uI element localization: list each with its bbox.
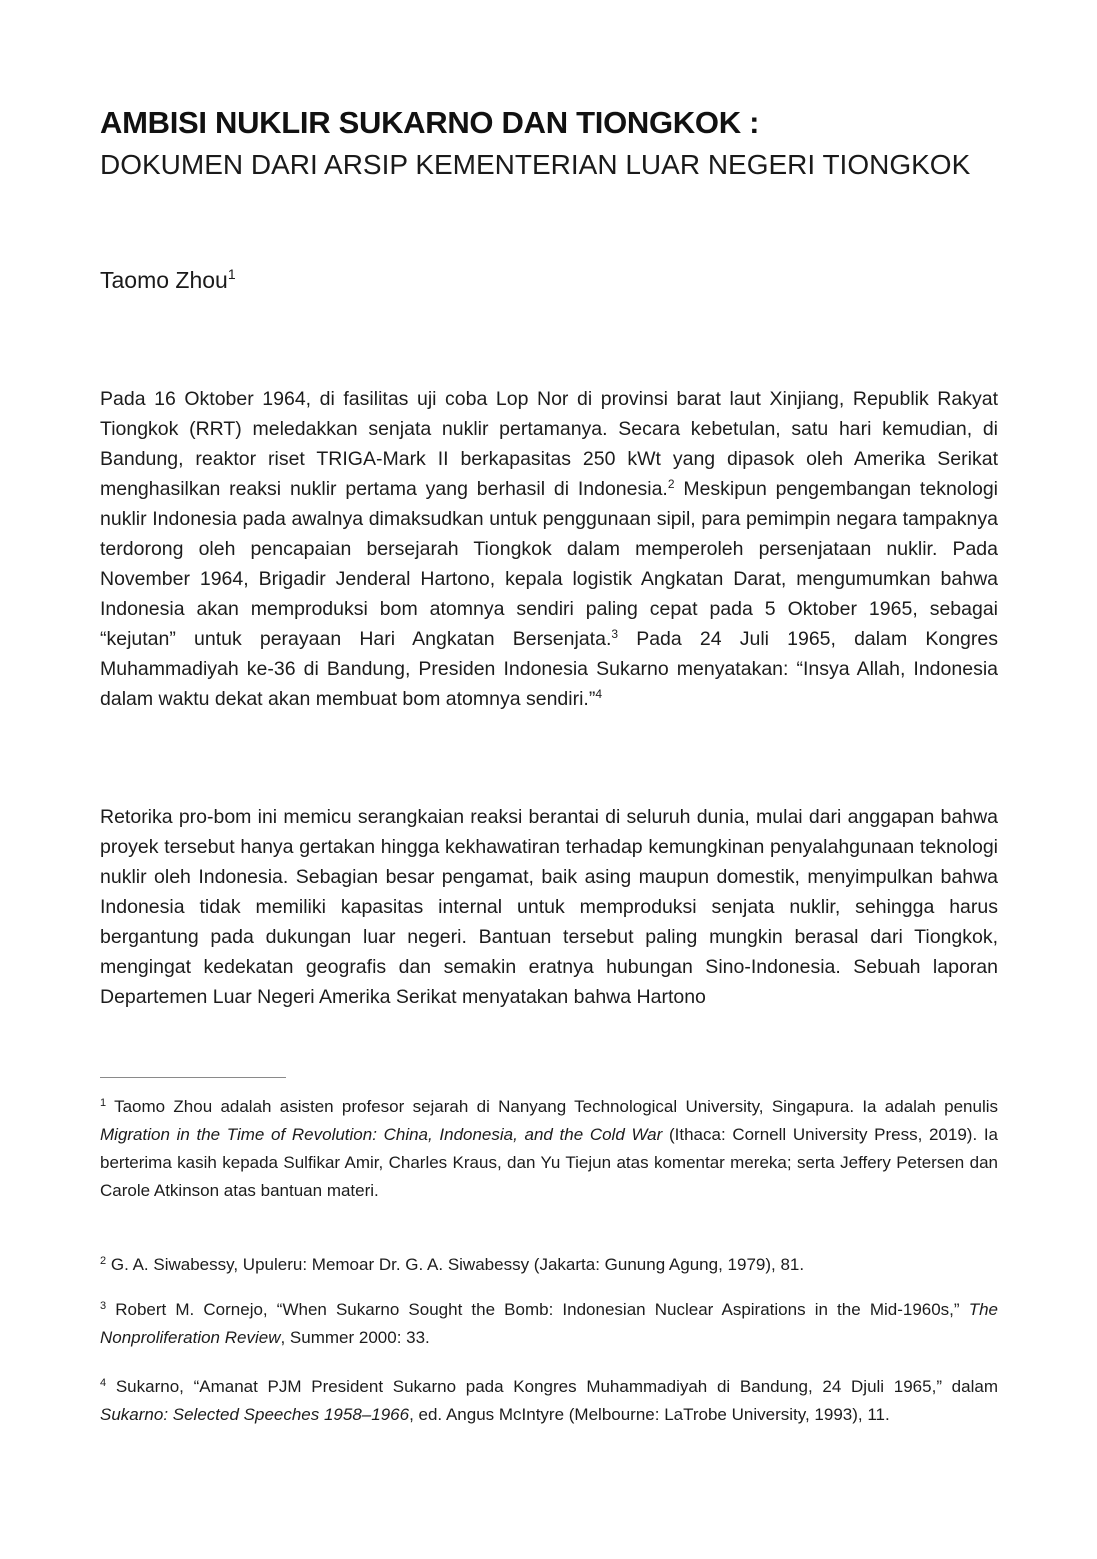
paragraph-1-text-b: Meskipun pengembangan teknologi nuklir Indonesia pada awalnya dimaksudkan untuk penggunaan sipil, para pemimpin negara tampaknya terdorong oleh pencapaian bersejarah Tiongkok dalam memperoleh persenjataan nuklir. Pada November 1964, Brigadir Jenderal Hartono, kepala logistik Angkatan Darat, mengumumkan bahwa Indonesia akan memproduksi bom atomnya sendiri paling cepat pada 5 Oktober 1965, sebagai “kejutan” untuk perayaan Hari Angkatan Bersenjata. [100,478,998,650]
body-paragraph-2 [100,802,998,1012]
body-paragraph-1 [100,384,998,714]
footnote-3-journal-title: The Nonproliferation Review [100,1300,998,1347]
author-name: Taomo Zhou [100,267,228,293]
footnote-2 [100,1251,998,1279]
footnote-1-book-title: Migration in the Time of Revolution: China, Indonesia, and the Cold War [100,1125,663,1144]
footnote-1-text-b: (Ithaca: Cornell University Press, 2019). Ia berterima kasih kepada Sulfikar Amir, Charles Kraus, dan Yu Tiejun atas komentar mereka; serta Jeffery Petersen dan Carole Atkinson atas bantuan materi. [100,1125,999,1200]
footnote-4-text-a: Sukarno, “Amanat PJM President Sukarno pada Kongres Muhammadiyah di Bandung, 24 Djuli 1965,” dalam [106,1377,998,1396]
footnote-4 [100,1373,998,1429]
footnote-1-text-a: Taomo Zhou adalah asisten profesor sejarah di Nanyang Technological University, Singapura. Ia adalah penulis [106,1097,998,1116]
paragraph-1-text-a: Pada 16 Oktober 1964, di fasilitas uji coba Lop Nor di provinsi barat laut Xinjiang, Republik Rakyat Tiongkok (RRT) meledakkan senjata nuklir pertamanya. Secara kebetulan, satu hari kemudian, di Bandung, reaktor riset TRIGA-Mark II berkapasitas 250 kWt yang dipasok oleh Amerika Serikat menghasilkan reaksi nuklir pertama yang berhasil di Indonesia. [100,388,998,500]
footnote-3-number: 3 [100,1300,107,1312]
footnote-4-number: 4 [100,1377,107,1389]
author-line [100,264,236,296]
paragraph-2-text: Retorika pro-bom ini memicu serangkaian reaksi berantai di seluruh dunia, mulai dari anggapan bahwa proyek tersebut hanya gertakan hingga kekhawatiran terhadap kemungkinan penyalahgunaan teknologi nuklir oleh Indonesia. Sebagian besar pengamat, baik asing maupun domestik, menyimpulkan bahwa Indonesia tidak memiliki kapasitas internal untuk memproduksi senjata nuklir, sehingga harus bergantung pada dukungan luar negeri. Bantuan tersebut paling mungkin berasal dari Tiongkok, mengingat kedekatan geografis dan semakin eratnya hubungan Sino-Indonesia. Sebuah laporan Departemen Luar Negeri Amerika Serikat menyatakan bahwa Hartono [100,806,998,1008]
footnote-3 [100,1296,998,1352]
footnote-1 [100,1093,998,1205]
footnote-2-number: 2 [100,1255,107,1267]
footnote-3-text-b: , Summer 2000: 33. [280,1328,430,1347]
footnote-2-text: G. A. Siwabessy, Upuleru: Memoar Dr. G. A. Siwabessy (Jakarta: Gunung Agung, 1979), 81. [106,1255,805,1274]
article-subtitle: DOKUMEN DARI ARSIP KEMENTERIAN LUAR NEGERI TIONGKOK [100,149,971,180]
footnote-ref-4[interactable]: 4 [595,687,603,701]
footnote-4-text-b: , ed. Angus McIntyre (Melbourne: LaTrobe University, 1993), 11. [409,1405,890,1424]
paragraph-1-text-c: Pada 24 Juli 1965, dalam Kongres Muhammadiyah ke-36 di Bandung, Presiden Indonesia Sukarno menyatakan: “Insya Allah, Indonesia dalam waktu dekat akan membuat bom atomnya sendiri.” [100,628,998,710]
footnote-ref-2[interactable]: 2 [667,477,675,491]
footnote-1-number: 1 [100,1097,107,1109]
footnote-3-text-a: Robert M. Cornejo, “When Sukarno Sought the Bomb: Indonesian Nuclear Aspirations in the Mid-1960s,” [106,1300,969,1319]
footnote-4-book-title: Sukarno: Selected Speeches 1958–1966 [100,1405,410,1424]
article-title: AMBISI NUKLIR SUKARNO DAN TIONGKOK : [100,105,760,140]
footnote-divider [100,1077,286,1078]
footnote-ref-3[interactable]: 3 [611,627,619,641]
footnote-ref-1[interactable]: 1 [227,266,236,282]
